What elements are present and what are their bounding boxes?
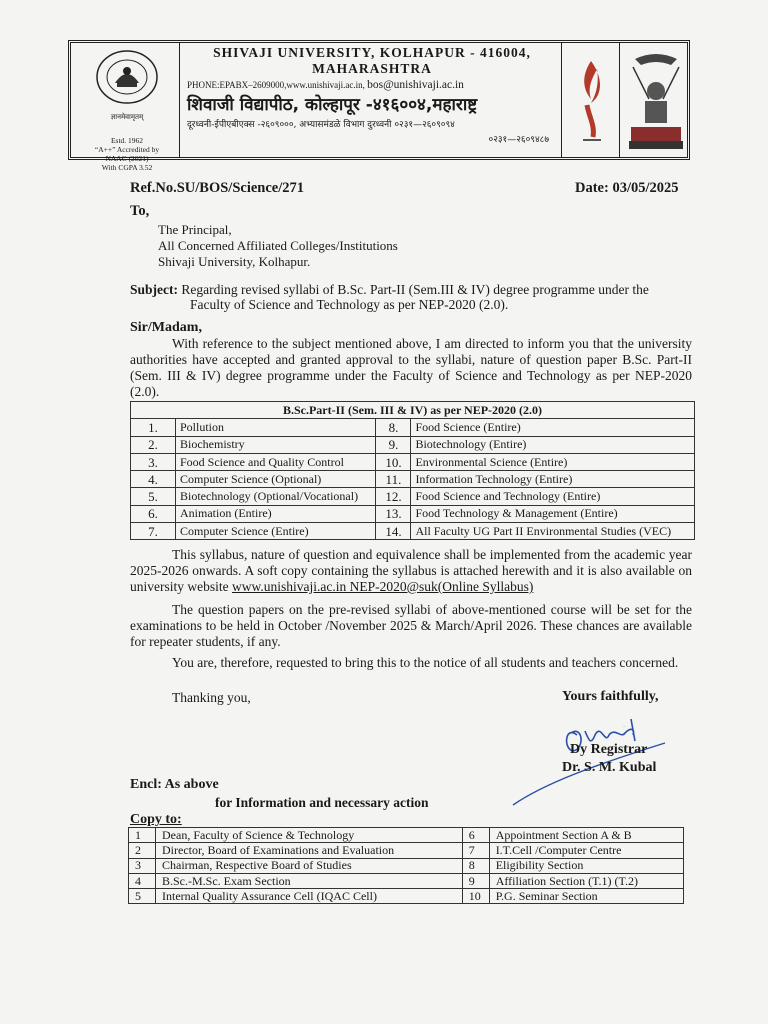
accreditation-line-3: With CGPA 3.52	[101, 163, 153, 172]
phone-marathi-1: दूरध्वनी-ईपीएबीएक्स -२६०९०००, अभ्यासमंडळे विभाग दुरध्वनी ०२३१—२६०९०९४	[187, 120, 455, 130]
course-name: Food Science and Quality Control	[176, 453, 376, 470]
copy-recipient: Appointment Section A & B	[489, 828, 683, 843]
letterhead-text	[187, 45, 557, 145]
table-row	[129, 873, 684, 888]
course-name: Environmental Science (Entire)	[411, 453, 695, 470]
letterhead	[68, 40, 690, 172]
subject-line-1: Regarding revised syllabi of B.Sc. Part-II (Sem.III & IV) degree programme under the	[178, 282, 649, 297]
divider	[561, 43, 562, 157]
copy-recipient: P.G. Seminar Section	[489, 889, 683, 904]
course-number: 4.	[131, 471, 176, 488]
salutation: Sir/Madam,	[130, 320, 202, 335]
table-row	[131, 436, 695, 453]
course-name: All Faculty UG Part II Environmental Studies (VEC)	[411, 523, 695, 540]
address-line-2: All Concerned Affiliated Colleges/Institutions	[158, 238, 398, 253]
paragraph-approval: With reference to the subject mentioned above, I am directed to inform you that the university authorities have accepted and granted approval to the syllabi, nature of question paper B.Sc. Part-II (Sem. III & IV) degree programme under the Faculty of Science and Technology as per NEP-2020 (2.0).	[130, 336, 692, 399]
enclosure: Encl: As above	[130, 777, 219, 792]
course-number: 11.	[376, 471, 411, 488]
accreditation-line-2: NAAC (2021)	[105, 154, 149, 163]
course-name: Food Science and Technology (Entire)	[411, 488, 695, 505]
course-table	[130, 401, 695, 540]
flame-emblem	[567, 47, 617, 155]
course-name: Biotechnology (Optional/Vocational)	[176, 488, 376, 505]
copy-number: 2	[129, 843, 156, 858]
course-number: 10.	[376, 453, 411, 470]
university-name: SHIVAJI UNIVERSITY, KOLHAPUR - 416004,	[213, 45, 531, 60]
divider	[179, 43, 180, 157]
course-name: Food Technology & Management (Entire)	[411, 505, 695, 522]
estd-text: Estd. 1962	[110, 136, 144, 145]
course-number: 2.	[131, 436, 176, 453]
table-row	[131, 488, 695, 505]
course-name: Biochemistry	[176, 436, 376, 453]
course-name: Computer Science (Optional)	[176, 471, 376, 488]
copy-recipient: B.Sc.-M.Sc. Exam Section	[156, 873, 463, 888]
signature-text: Kubal	[623, 727, 626, 728]
table-row	[131, 419, 695, 436]
paragraph-request: You are, therefore, requested to bring this to the notice of all students and teachers concerned.	[172, 655, 679, 670]
course-name: Animation (Entire)	[176, 505, 376, 522]
phone-text: PHONE:EPABX–2609000,www.unishivaji.ac.in,	[187, 80, 365, 90]
course-number: 5.	[131, 488, 176, 505]
shivaji-emblem-icon	[625, 47, 687, 155]
table-row	[129, 828, 684, 843]
copy-to-label: Copy to:	[130, 812, 182, 827]
course-name: Pollution	[176, 419, 376, 436]
phone-marathi-2: ०२३१—२६०९४८७	[488, 135, 549, 145]
table-row	[129, 858, 684, 873]
phone-line	[187, 79, 557, 91]
designation: Dy Registrar	[570, 742, 648, 757]
course-name: Food Science (Entire)	[411, 419, 695, 436]
course-name: Information Technology (Entire)	[411, 471, 695, 488]
course-name: Computer Science (Entire)	[176, 523, 376, 540]
address-line-1: The Principal,	[158, 222, 232, 237]
flame-icon	[567, 47, 617, 155]
for-information: for Information and necessary action	[215, 795, 429, 810]
copy-recipient: I.T.Cell /Computer Centre	[489, 843, 683, 858]
paragraph-question-papers: The question papers on the pre-revised syllabi of above-mentioned course will be set for the examinations to be held in October /November 2025 & March/April 2026. These chances are available for repeater students, if any.	[130, 602, 692, 649]
implementation-text: This syllabus, nature of question and equivalence shall be implemented from the academic year 2025-2026 onwards. A soft copy containing the syllabus is attached herewith and it is also available on university website	[130, 547, 692, 594]
copy-number: 9	[462, 873, 489, 888]
copy-number: 10	[462, 889, 489, 904]
course-number: 12.	[376, 488, 411, 505]
thanking: Thanking you,	[172, 690, 251, 705]
accreditation-line-1: “A++” Accredited by	[94, 145, 160, 154]
copy-recipient: Dean, Faculty of Science & Technology	[156, 828, 463, 843]
copy-number: 1	[129, 828, 156, 843]
syllabus-link[interactable]: www.unishivaji.ac.in NEP-2020@suk(Online Syllabus)	[231, 579, 534, 594]
paragraph-implementation	[130, 547, 692, 595]
table-row	[131, 523, 695, 540]
copy-recipient: Internal Quality Assurance Cell (IQAC Cell)	[156, 889, 463, 904]
reference-number: Ref.No.SU/BOS/Science/271	[130, 180, 304, 196]
copy-recipient: Affiliation Section (T.1) (T.2)	[489, 873, 683, 888]
course-table-caption: B.Sc.Part-II (Sem. III & IV) as per NEP-2020 (2.0)	[131, 402, 695, 419]
course-number: 13.	[376, 505, 411, 522]
copy-number: 5	[129, 889, 156, 904]
signatory-name: Dr. S. M. Kubal	[562, 760, 657, 775]
shivaji-emblem	[625, 47, 687, 155]
copy-recipient: Eligibility Section	[489, 858, 683, 873]
table-row	[131, 505, 695, 522]
copy-number: 6	[462, 828, 489, 843]
copy-number: 7	[462, 843, 489, 858]
accreditation-block	[77, 113, 177, 172]
table-row	[131, 453, 695, 470]
course-number: 3.	[131, 453, 176, 470]
copy-recipient: Director, Board of Examinations and Evaluation	[156, 843, 463, 858]
university-seal	[77, 47, 177, 172]
course-number: 7.	[131, 523, 176, 540]
subject-line-2: Faculty of Science and Technology as per NEP-2020 (2.0).	[190, 297, 509, 312]
course-number: 14.	[376, 523, 411, 540]
email-link[interactable]: bos@unishivaji.ac.in	[367, 79, 464, 91]
course-number: 9.	[376, 436, 411, 453]
name-marathi: शिवाजी विद्यापीठ, कोल्हापूर -४१६००४,महाराष्ट्र	[187, 95, 478, 115]
university-state: MAHARASHTRA	[312, 61, 432, 76]
divider	[619, 43, 620, 157]
university-seal-icon	[87, 47, 167, 111]
letter-date: Date: 03/05/2025	[575, 180, 679, 196]
course-name: Biotechnology (Entire)	[411, 436, 695, 453]
subject-label: Subject:	[130, 282, 178, 297]
to-label: To,	[130, 203, 150, 219]
table-row	[131, 471, 695, 488]
copy-number: 3	[129, 858, 156, 873]
yours-faithfully: Yours faithfully,	[562, 689, 659, 704]
copy-number: 8	[462, 858, 489, 873]
table-row	[129, 889, 684, 904]
address-line-3: Shivaji University, Kolhapur.	[158, 254, 311, 269]
copy-table	[128, 827, 684, 904]
course-number: 8.	[376, 419, 411, 436]
subject	[130, 282, 700, 312]
seal-motto: ज्ञानमेवामृतम्	[110, 113, 144, 121]
copy-number: 4	[129, 873, 156, 888]
copy-recipient: Chairman, Respective Board of Studies	[156, 858, 463, 873]
course-number: 6.	[131, 505, 176, 522]
table-row	[129, 843, 684, 858]
course-number: 1.	[131, 419, 176, 436]
